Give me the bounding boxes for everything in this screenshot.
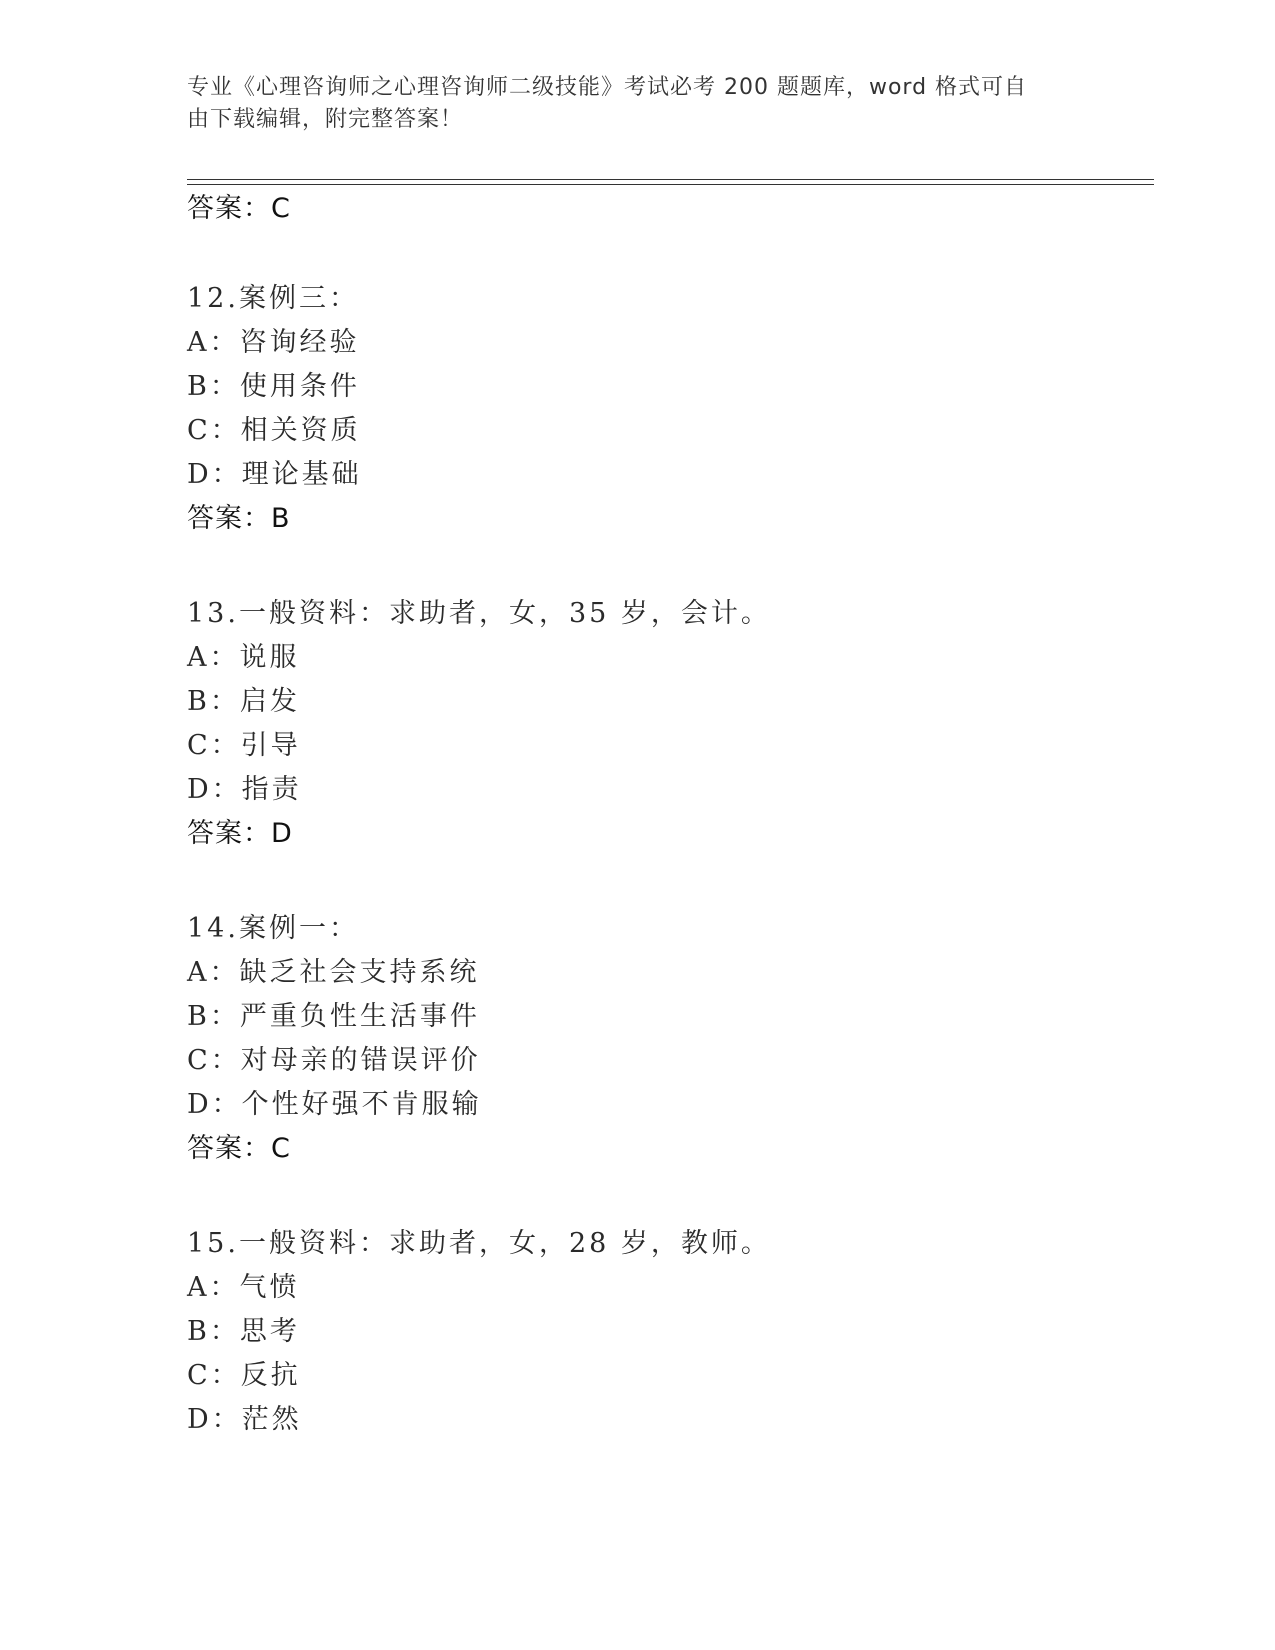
option-c: C：反抗 (187, 1360, 301, 1391)
option-a: A：咨询经验 (187, 327, 360, 358)
option-a: A：气愤 (187, 1272, 300, 1303)
option-b: B：启发 (187, 686, 300, 717)
header-line-2: 由下载编辑，附完整答案！ (187, 107, 464, 132)
option-a: A：说服 (187, 642, 300, 673)
question-title: 14.案例一： (187, 913, 359, 944)
option-c: C：对母亲的错误评价 (187, 1045, 481, 1076)
question-title: 12.案例三： (187, 283, 359, 314)
option-c: C：引导 (187, 730, 301, 761)
option-d: D：个性好强不肯服输 (187, 1089, 482, 1120)
header-divider-bottom (187, 184, 1154, 185)
option-b: B：使用条件 (187, 371, 360, 402)
answer-line: 答案：B (187, 503, 291, 534)
option-a: A：缺乏社会支持系统 (187, 957, 480, 988)
option-b: B：严重负性生活事件 (187, 1001, 480, 1032)
answer-line: 答案：C (187, 1133, 291, 1164)
answer-line: 答案：C (187, 193, 291, 224)
header-line-1: 专业《心理咨询师之心理咨询师二级技能》考试必考 200 题题库，word 格式可自 (187, 75, 1028, 100)
option-c: C：相关资质 (187, 415, 361, 446)
option-b: B：思考 (187, 1316, 300, 1347)
answer-line: 答案：D (187, 818, 293, 849)
question-title: 15.一般资料：求助者，女，28 岁，教师。 (187, 1228, 771, 1259)
option-d: D：茫然 (187, 1404, 302, 1435)
question-title: 13.一般资料：求助者，女，35 岁，会计。 (187, 598, 771, 629)
option-d: D：理论基础 (187, 459, 362, 490)
document-header (187, 72, 1067, 136)
header-divider-top (187, 179, 1154, 180)
option-d: D：指责 (187, 774, 302, 805)
